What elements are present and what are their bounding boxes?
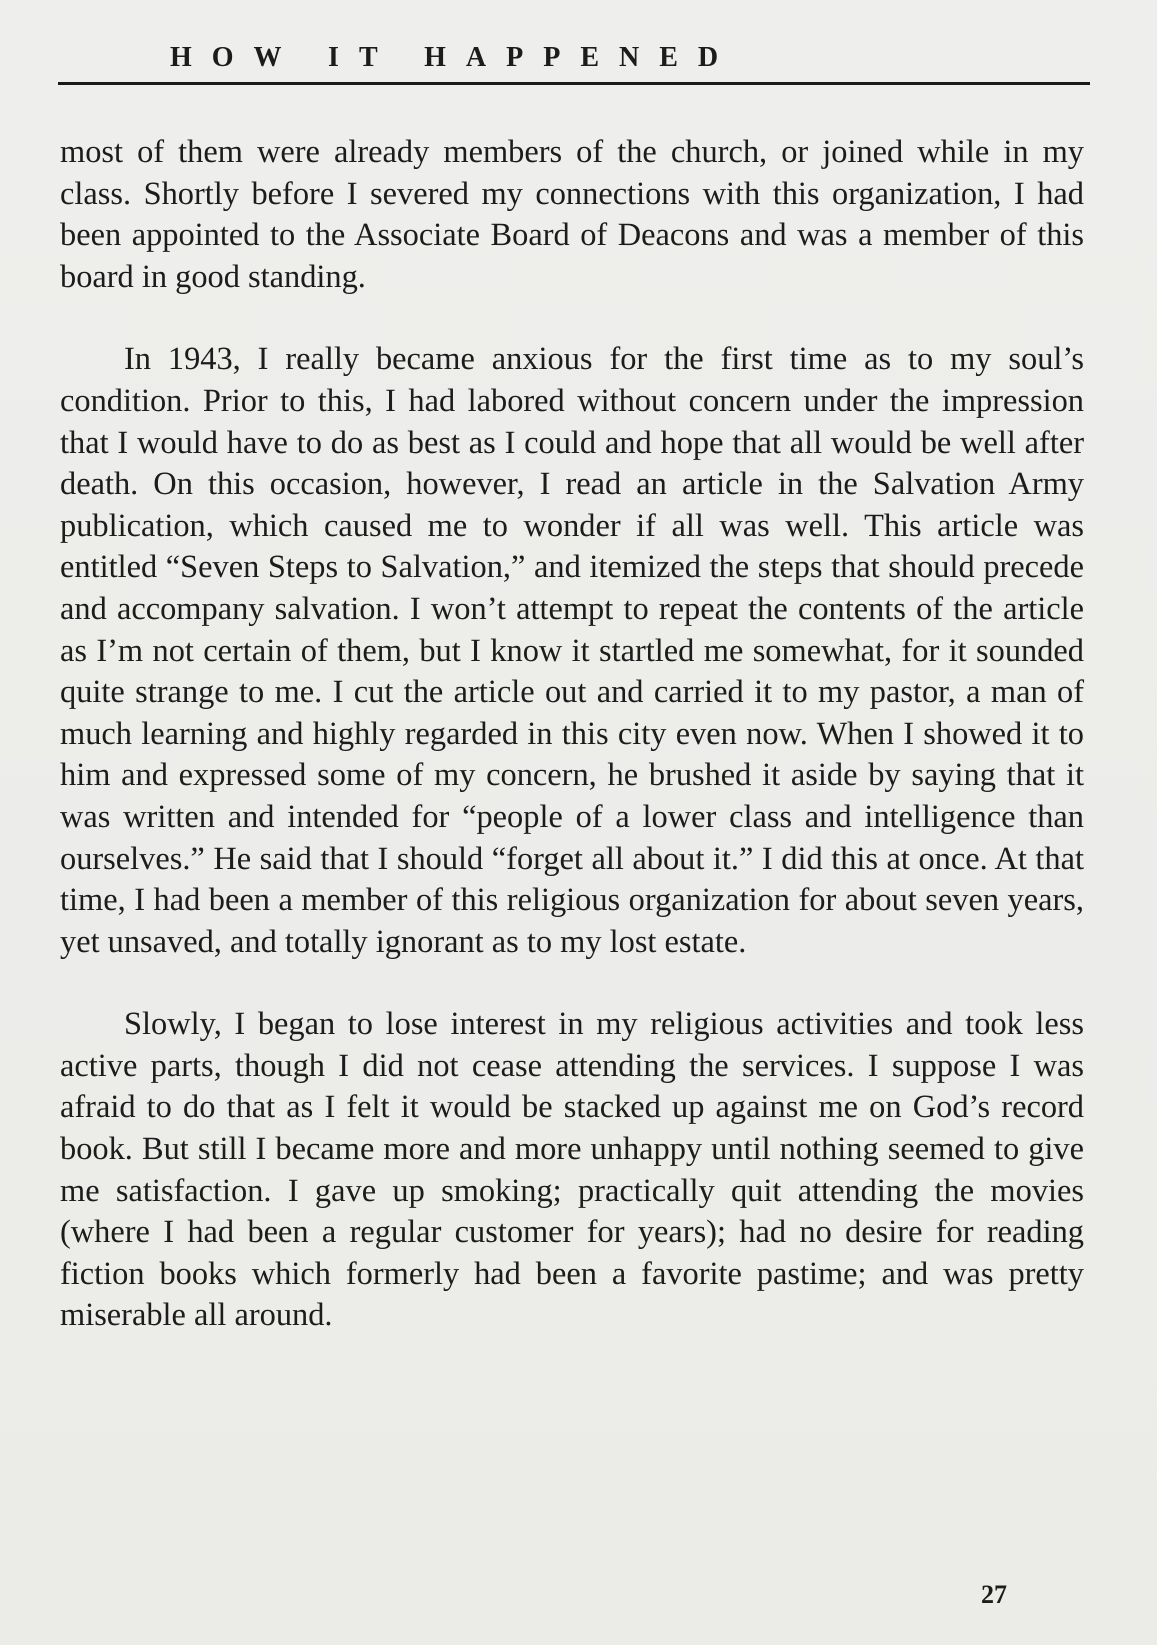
paragraph-1: most of them were already members of the church, or joined while in my class. Shortly before I severed my connections with this organization, I had been appointed to the Associate Board of Deacons and was a member of this board in good standing. — [60, 134, 1084, 295]
body-text — [60, 132, 1084, 1337]
running-head — [60, 38, 1090, 78]
running-head-text: HOW IT HAPPENED — [170, 42, 739, 73]
paragraph-2: In 1943, I really became anxious for the first time as to my soul’s condition. Prior to this, I had labored without concern under the impression that I would have to do as best as I could and hope that all would be well after death. On this occasion, however, I read an article in the Salvation Army publication, which caused me to wonder if all was well. This article was entitled “Seven Steps to Salvation,” and itemized the steps that should precede and accompany salvation. I won’t attempt to repeat the contents of the article as I’m not certain of them, but I know it startled me somewhat, for it sounded quite strange to me. I cut the article out and carried it to my pastor, a man of much learning and highly regarded in this city even now. When I showed it to him and expressed some of my concern, he brushed it aside by saying that it was written and intended for “people of a lower class and intelligence than ourselves.” He said that I should “forget all about it.” I did this at once. At that time, I had been a member of this religious organization for about seven years, yet unsaved, and totally ignorant as to my lost estate. — [60, 341, 1084, 960]
header-rule — [58, 82, 1090, 85]
page-number: 27 — [981, 1580, 1007, 1609]
paragraph-3: Slowly, I began to lose interest in my religious activities and took less active parts, though I did not cease attending the services. I suppose I was afraid to do that as I felt it would be stacked up against me on God’s record book. But still I became more and more unhappy until nothing seemed to give me satisfaction. I gave up smoking; practically quit attending the movies (where I had been a regular customer for years); had no desire for reading fiction books which formerly had been a favorite pastime; and was pretty miserable all around. — [60, 1006, 1084, 1334]
